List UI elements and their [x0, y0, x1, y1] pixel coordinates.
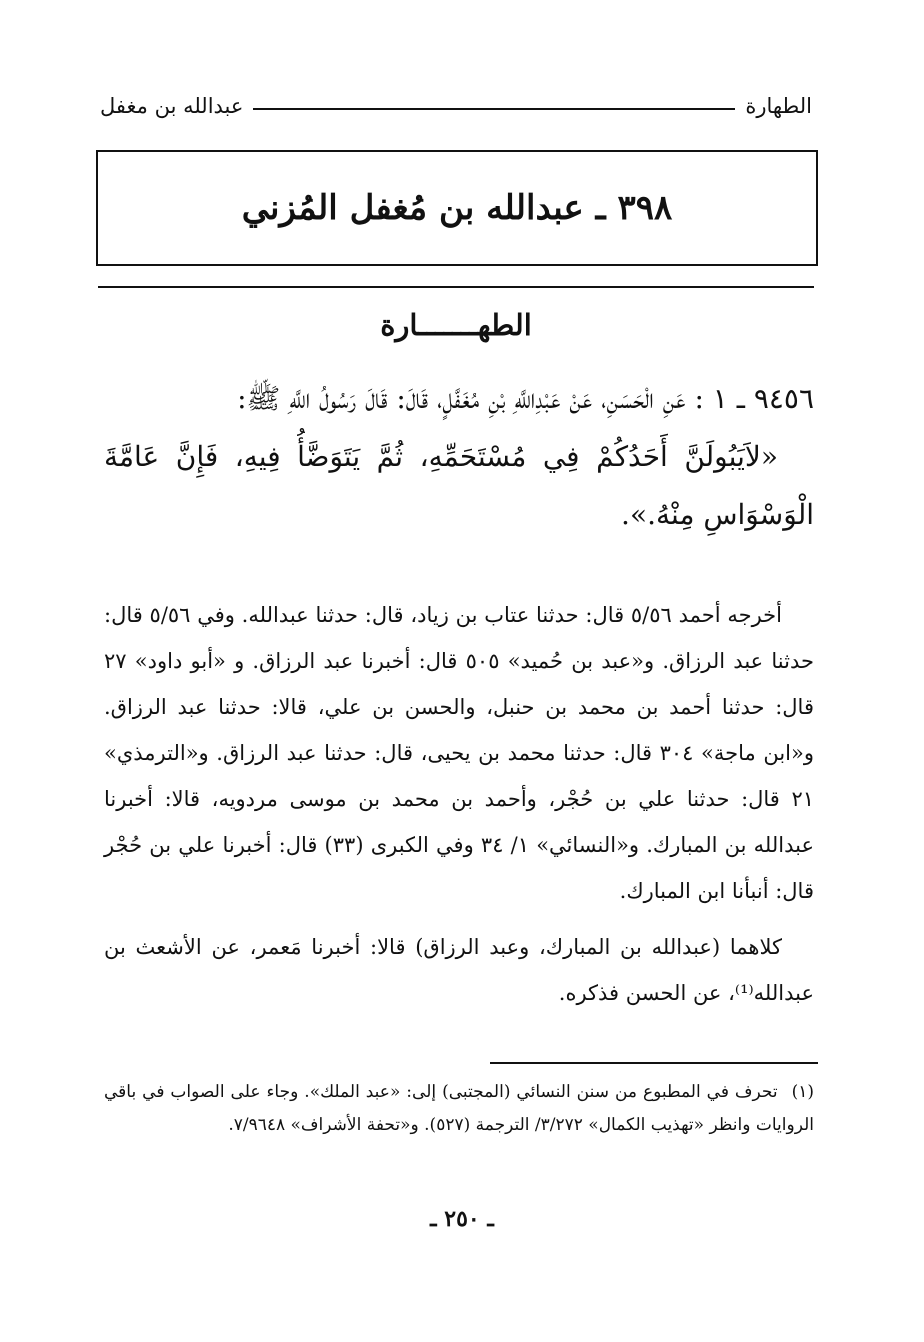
- footnote-text: تحرف في المطبوع من سنن النسائي (المجتبى) إلى: «عبد الملك». وجاء على الصواب في باقي الروايات وانظر «تهذيب الكمال» ٣/٢٧٢/ الترجمة (٥٢٧). و«تحفة الأشراف» ٧/٩٦٤٨.: [104, 1082, 814, 1135]
- footnote-number: (١): [791, 1082, 814, 1102]
- footnote-rule: [490, 1062, 818, 1064]
- hadith-text: [104, 370, 814, 544]
- running-header-rule: [253, 108, 735, 110]
- running-header: [100, 86, 812, 126]
- footnote: [104, 1076, 814, 1142]
- hadith-matn: «لاَيَبُولَنَّ أَحَدُكُمْ فِي مُسْتَحَمِّهِ، ثُمَّ يَتَوَضَّأُ فِيهِ، فَإِنَّ عَامَّةَ الْوَسْوَاسِ مِنْهُ.».: [104, 440, 814, 531]
- section-heading: الطهـــــــارة: [380, 308, 532, 342]
- chapter-title-box: [96, 150, 818, 266]
- takhrij-paragraph-2: كلاهما (عبدالله بن المبارك، وعبد الرزاق) قالا: أخبرنا مَعمر، عن الأشعث بن عبدالله⁽¹⁾، عن الحسن فذكره.: [104, 935, 814, 1005]
- running-header-name: عبدالله بن مغفل: [100, 94, 244, 118]
- takhrij-paragraph-1: أخرجه أحمد ٥/٥٦ قال: حدثنا عتاب بن زياد، قال: حدثنا عبدالله. وفي ٥/٥٦ قال: حدثنا عبد الرزاق. و«عبد بن حُميد» ٥٠٥ قال: أخبرنا عبد الرزاق. و «أبو داود» ٢٧ قال: حدثنا أحمد بن محمد بن حنبل، والحسن بن علي، قالا: حدثنا عبد الرزاق. و«ابن ماجة» ٣٠٤ قال: حدثنا محمد بن يحيى، قال: حدثنا عبد الرزاق. و«الترمذي» ٢١ قال: حدثنا علي بن حُجْر، وأحمد بن محمد بن موسى مردويه، قالا: أخبرنا عبدالله بن المبارك. و«النسائي» ١/ ٣٤ وفي الكبرى (٣٣) قال: أخبرنا علي بن حُجْر قال: أنبأنا ابن المبارك.: [104, 603, 814, 903]
- page-number: ـ ٢٥٠ ـ: [430, 1206, 494, 1232]
- running-header-chapter: الطهارة: [745, 94, 812, 118]
- title-rule: [98, 286, 814, 288]
- chapter-title: ٣٩٨ ـ عبدالله بن مُغفل المُزني: [241, 188, 673, 228]
- takhrij-block: [104, 592, 814, 1026]
- hadith-isnad: ٩٤٥٦ ـ ١ : عَنِ الْحَسَنِ، عَنْ عَبْدِاللَّهِ بْنِ مُغَفَّلٍ، قَالَ: قَالَ رَسُولُ اللَّهِ ﷺ:: [237, 382, 814, 415]
